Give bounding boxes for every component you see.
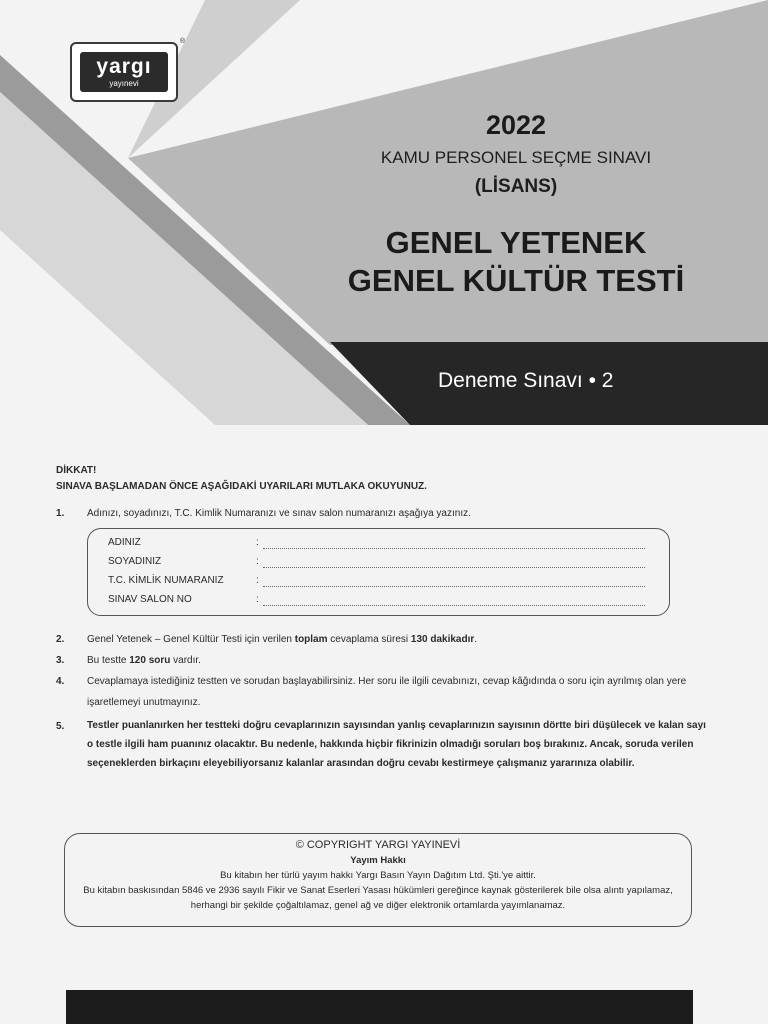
warning-subheading: SINAVA BAŞLAMADAN ÖNCE AŞAĞIDAKİ UYARILARI MUTLAKA OKUYUNUZ. <box>56 481 427 492</box>
item-number: 1. <box>56 508 65 519</box>
item-number: 4. <box>56 676 65 687</box>
exam-level: (LİSANS) <box>474 176 558 197</box>
form-label: ADINIZ <box>108 537 141 548</box>
copyright-title: © COPYRIGHT YARGI YAYINEVİ <box>295 839 461 851</box>
item-text <box>87 650 706 671</box>
series-label: Deneme Sınavı • 2 <box>438 369 614 392</box>
logo-word: yargı <box>96 55 152 78</box>
form-colon: : <box>256 556 259 567</box>
item-number: 3. <box>56 655 65 666</box>
copyright-line1: Bu kitabın her türlü yayım hakkı Yargı Basın Yayın Dağıtım Ltd. Şti.'ye aittir. <box>220 870 536 881</box>
item-text: Adınızı, soyadınızı, T.C. Kimlik Numaranızı ve sınav salon numaranızı aşağıya yazınız. <box>87 508 471 519</box>
form-dotted-line <box>263 548 645 549</box>
test-title <box>316 224 716 300</box>
exam-name: KAMU PERSONEL SEÇME SINAVI <box>380 148 652 167</box>
item-text-part: Genel Yetenek – Genel Kültür Testi için verilen <box>87 634 295 645</box>
form-label: SINAV SALON NO <box>108 594 192 605</box>
instruction-item-3 <box>56 650 706 671</box>
item-text-part: Bu testte <box>87 655 130 666</box>
item-number: 2. <box>56 634 65 645</box>
form-label: T.C. KİMLİK NUMARANIZ <box>108 575 224 586</box>
test-title-line1: GENEL YETENEK <box>385 225 647 260</box>
copyright-subtitle: Yayım Hakkı <box>350 855 406 866</box>
warning-heading-block <box>56 463 712 495</box>
item-text-bold: 130 dakikadır <box>410 634 475 645</box>
exam-year: 2022 <box>485 110 547 140</box>
form-row-id-number[interactable] <box>108 573 645 591</box>
instruction-item-1 <box>56 503 706 524</box>
instruction-item-2 <box>56 629 706 650</box>
form-label: SOYADINIZ <box>108 556 162 567</box>
logo-subtext: yayınevi <box>109 79 139 88</box>
item-text-part: cevaplama süresi <box>327 634 411 645</box>
form-dotted-line <box>263 567 645 568</box>
form-colon: : <box>256 537 259 548</box>
form-row-name[interactable] <box>108 535 645 553</box>
test-title-line2: GENEL KÜLTÜR TESTİ <box>347 263 685 298</box>
footer-bar <box>66 990 693 1024</box>
item-text-part: . <box>474 634 478 645</box>
publisher-logo <box>70 38 185 102</box>
form-colon: : <box>256 575 259 586</box>
identity-form <box>87 528 670 616</box>
item-number: 5. <box>56 721 65 732</box>
form-row-surname[interactable] <box>108 554 645 572</box>
item-text-bold: 120 soru <box>129 655 171 666</box>
warning-heading: DİKKAT! <box>56 465 97 476</box>
item-text <box>87 629 706 650</box>
item-text: Testler puanlanırken her testteki doğru cevaplarınızın sayısından yanlış cevaplarınızın sayısının dörtte biri düşülecek ve kalan sayı o testle ilgili ham puanınız olacaktır. Bu nedenle, hakkında hiçbir fikrinizin olmadığı soruları boş bırakınız. Ancak, soruda verilen seçeneklerden birkaçını eleyebiliyorsanız kalanlar arasından doğru cevabı kestirmeye çalışmanız yararınıza olabilir. <box>87 720 706 769</box>
instruction-item-4 <box>56 671 706 713</box>
item-text-bold: toplam <box>294 634 328 645</box>
form-dotted-line <box>263 586 645 587</box>
registered-mark: ® <box>179 38 185 45</box>
copyright-line2: Bu kitabın baskısından 5846 ve 2936 sayılı Fikir ve Sanat Eserleri Yasası hükümleri gereğince kaynak gösterilerek bile olsa alıntı yapılamaz, herhangi bir şekilde çoğaltılamaz, genel ağ ve diğer elektronik ortamlarda yayımlanamaz. <box>83 885 673 911</box>
item-text-part: vardır. <box>170 655 201 666</box>
item-text: Cevaplamaya istediğiniz testten ve sorudan başlayabilirsiniz. Her soru ile ilgili cevabınızı, cevap kâğıdında o soru için ayrılmış olan yere işaretlemeyi unutmayınız. <box>87 676 687 708</box>
form-row-room-number[interactable] <box>108 592 645 610</box>
form-dotted-line <box>263 605 645 606</box>
form-colon: : <box>256 594 259 605</box>
copyright-box <box>64 833 692 927</box>
instruction-item-5 <box>56 716 706 773</box>
